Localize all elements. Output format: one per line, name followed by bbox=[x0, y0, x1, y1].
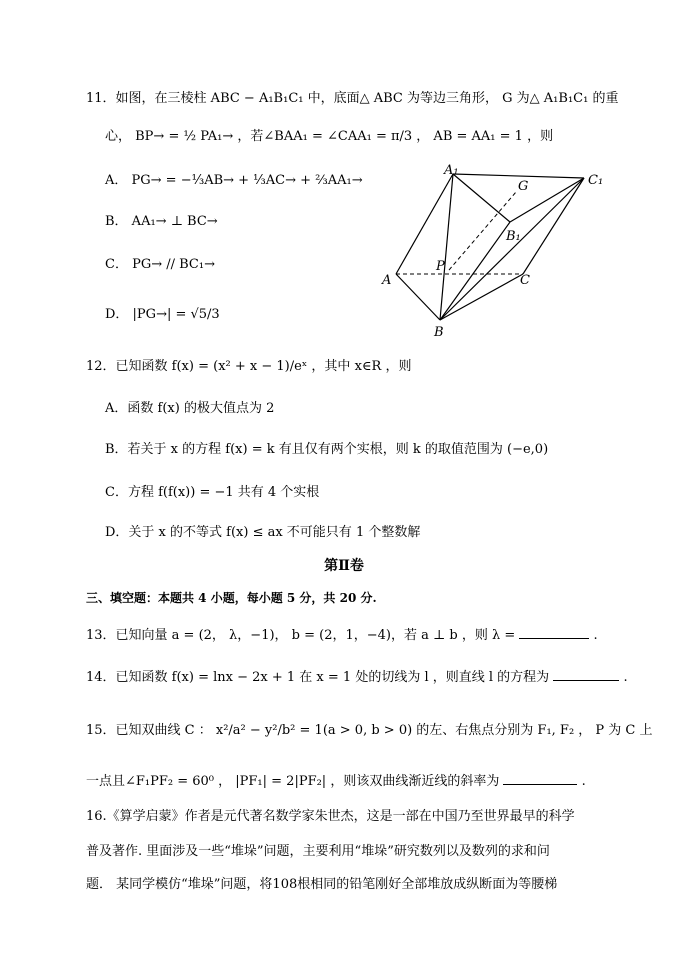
q15-line1: 15．已知双曲线 C ： x²/a² − y²/b² = 1(a > 0, b > 0) 的左、右焦点分别为 F₁, F₂ ， P 为 C 上 bbox=[86, 723, 653, 738]
prism-figure bbox=[378, 160, 608, 340]
label-p: P bbox=[436, 259, 445, 274]
q15-text: 一点且∠F₁PF₂ = 60⁰ ， |PF₁| = 2|PF₂| ，则该双曲线渐近线的斜率为 bbox=[86, 774, 500, 789]
q15-line2 bbox=[86, 772, 586, 791]
section-heading: 三、填空题：本题共 4 小题，每小题 5 分，共 20 分. bbox=[86, 591, 377, 605]
q16-line1: 16.《算学启蒙》作者是元代著名数学家朱世杰，这是一部在中国乃至世界最早的科学 bbox=[86, 809, 575, 824]
q11-option-a: A． PG→ = −⅓AB→ + ⅓AC→ + ⅔AA₁→ bbox=[105, 173, 363, 188]
q11-option-b: B． AA₁→ ⊥ BC→ bbox=[105, 214, 218, 229]
label-b1: B₁ bbox=[506, 229, 521, 244]
q13-text: 13．已知向量 a = (2， λ，−1)， b = (2，1，−4)，若 a ⊥ b ，则 λ = bbox=[86, 628, 516, 643]
label-c1: C₁ bbox=[588, 173, 604, 188]
q14 bbox=[86, 668, 628, 687]
q16-line3: 题． 某同学模仿“堆垛”问题，将108根相同的铅笔刚好全部堆放成纵断面为等腰梯 bbox=[86, 877, 558, 892]
q12-option-a: A．函数 f(x) 的极大值点为 2 bbox=[105, 401, 275, 416]
q14-text: 14．已知函数 f(x) = lnx − 2x + 1 在 x = 1 处的切线为 l ，则直线 l 的方程为 bbox=[86, 670, 550, 685]
label-c: C bbox=[520, 273, 530, 288]
q14-end: . bbox=[623, 670, 628, 685]
q11-option-c: C． PG→ // BC₁→ bbox=[105, 257, 215, 272]
q11-option-d: D． |PG→| = √5/3 bbox=[105, 307, 220, 322]
label-g: G bbox=[518, 179, 529, 194]
q11-stem-line2: 心， BP→ = ½ PA₁→ ，若∠BAA₁ = ∠CAA₁ = π/3 ， AB = AA₁ = 1 ，则 bbox=[105, 129, 554, 144]
q13-answer-blank[interactable] bbox=[519, 626, 589, 639]
label-b: B bbox=[434, 325, 444, 340]
label-a1: A₁ bbox=[444, 163, 459, 178]
q16-line2: 普及著作. 里面涉及一些“堆垛”问题，主要利用“堆垛”研究数列以及数列的求和问 bbox=[86, 844, 550, 859]
q12-option-b: B．若关于 x 的方程 f(x) = k 有且仅有两个实根，则 k 的取值范围为 (−e,0) bbox=[105, 442, 549, 457]
q12-stem: 12．已知函数 f(x) = (x² + x − 1)/eˣ ，其中 x∈R ，则 bbox=[86, 359, 412, 374]
q15-end: . bbox=[581, 774, 586, 789]
q12-option-c: C．方程 f(f(x)) = −1 共有 4 个实根 bbox=[105, 485, 320, 500]
q13-end: . bbox=[593, 628, 598, 643]
q13 bbox=[86, 626, 598, 645]
label-a: A bbox=[382, 273, 392, 288]
q14-answer-blank[interactable] bbox=[553, 668, 619, 681]
part-title: 第Ⅱ卷 bbox=[324, 558, 364, 574]
q12-option-d: D．关于 x 的不等式 f(x) ≤ ax 不可能只有 1 个整数解 bbox=[105, 525, 421, 540]
q15-answer-blank[interactable] bbox=[503, 772, 577, 785]
q11-stem-line1: 11．如图，在三棱柱 ABC − A₁B₁C₁ 中，底面△ ABC 为等边三角形， G 为△ A₁B₁C₁ 的重 bbox=[86, 91, 619, 106]
